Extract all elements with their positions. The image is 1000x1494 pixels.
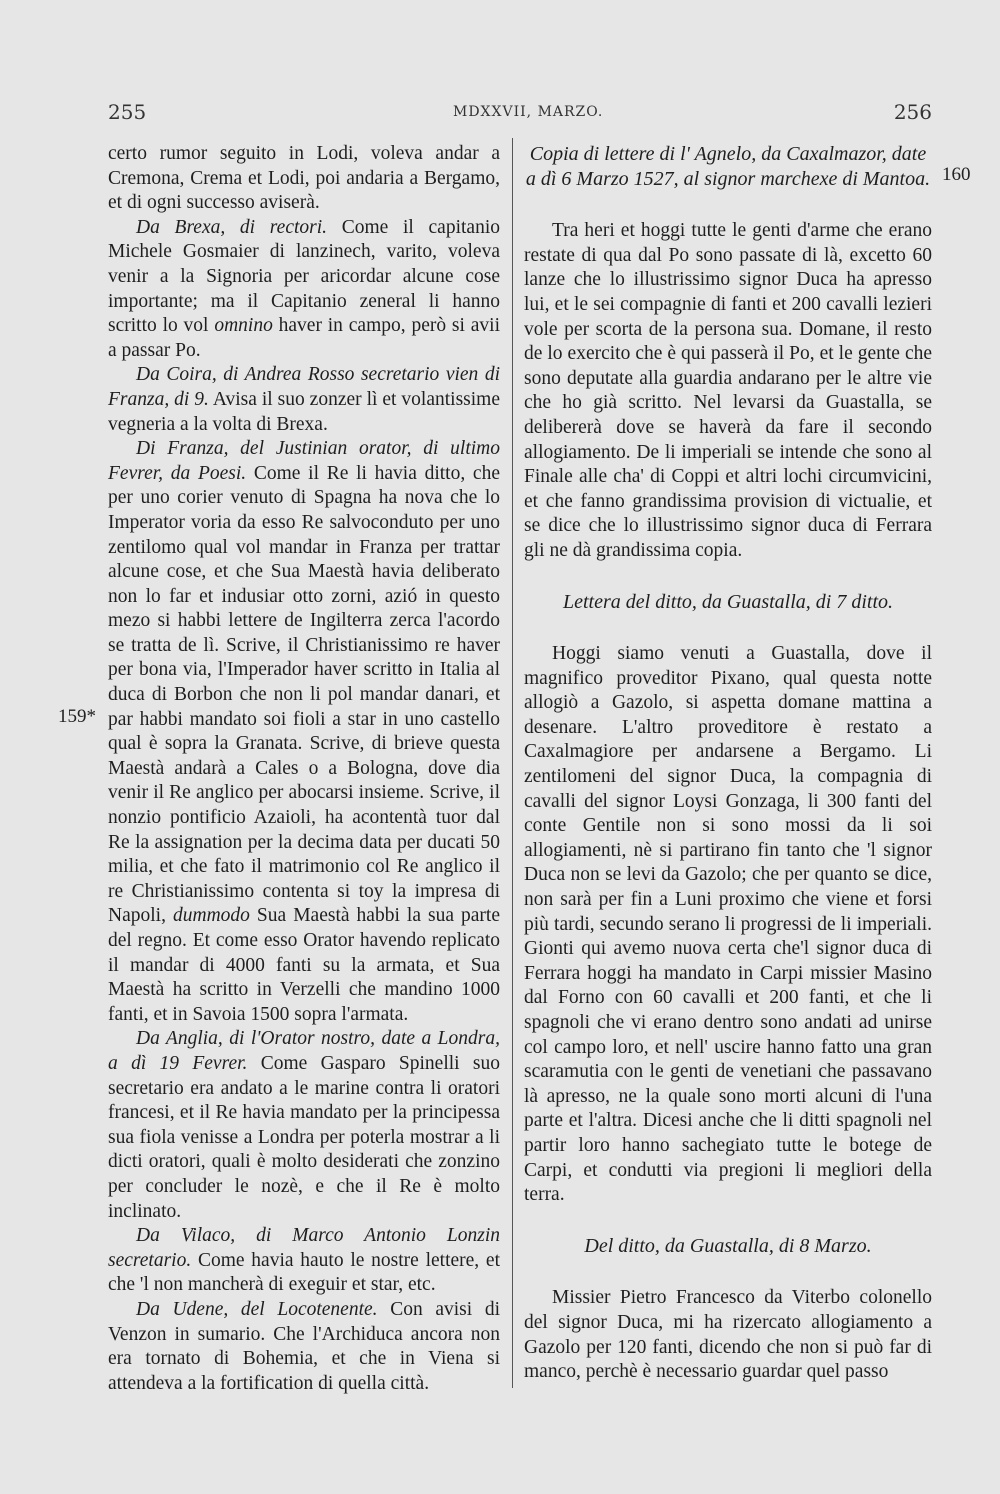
right-column-heading: Del ditto, da Guastalla, di 8 Marzo. (584, 1234, 872, 1257)
right-column-paragraph: Missier Pietro Francesco da Viterbo colonello del signor Duca, mi ha rizercato allogiamento a Gazolo per 120 fanti, dicendo che non si può far di manco, perchè è necessario guardar quel passo (524, 1287, 932, 1383)
left-column-paragraph: Di Franza, del Justinian orator, di ultimo Fevrer, da Poesi. Come il Re li havia ditto, che per uno corier venuto di Spagna ha nova che lo Imperator voria da esso Re salvoconduto per uno zentilomo qual vol mandar in Franza per trattar alcune cose, et che Sua Maestà havia deliberato non lo far et indusiar otto zorni, azió in questo mezo si habbi lettere de Ingilterra zerca l'acordo se tratta de lì. Scrive, il Christianissimo re haver per bona via, l'Imperador haver scritto in Italia al duca di Borbon che non li pol mandar danari, et par habbi mandato soi fioli a star in uno castello qual è sopra la Granata. Scrive, di brieve questa Maestà andarà a Cales o a Bologna, dove dia venir il Re anglico per abocarsi insieme. Scrive, il nonzio pontificio Azaioli, ha acontentà tuor dal Re la assignation per la decima data per ducati 50 milia, et che fato il matrimonio col Re anglico il re Christianissimo contenta si toy la impresa di Napoli, dummodo Sua Maestà habbi la sua parte del regno. Et come esso Orator havendo replicato il mandar di 4000 fanti su la armata, et Sua Maestà ha scritto in Verzelli che mandino 1000 fanti, et in Savoia 1500 sopra l'armata. (108, 438, 501, 1025)
left-column-paragraph: Da Coira, di Andrea Rosso secretario vien di Franza, di 9. Avisa il suo zonzer lì et volantissime vegneria a la volta di Brexa. (108, 364, 500, 435)
margin-number-left: 159* (58, 706, 96, 727)
left-column-paragraph: certo rumor seguito in Lodi, voleva andar a Cremona, Crema et Lodi, poi andaria a Bergamo, et di ogni successo aviserà. (108, 143, 500, 214)
left-column-paragraph: Da Anglia, di l'Orator nostro, date a Londra, a dì 19 Fevrer. Come Gasparo Spinelli suo secretario era andato a le marine contra li oratori francesi, et il Re havia mandato per la principessa sua fiola venisse a Londra per poterla mostrar a li dicti oratori, quali è molto desiderati che zonzino per concluder le nozè, e che il Re è molto inclinato. (108, 1028, 500, 1222)
right-column-heading: Copia di lettere di l' Agnelo, da Caxalmazor, date a dì 6 Marzo 1527, al signor marchexe di Mantoa. (525, 143, 931, 190)
right-column-paragraph: Tra heri et hoggi tutte le genti d'arme che erano restate di qua dal Po sono passate di là, excetto 60 lanze che lo illustrissimo signor Duca ha apresso lui, et le sei compagnie di fanti et 200 cavalli lezieri vole per scorta de la persona sua. Domane, il resto de lo exercito che è qui passerà il Po, et le gente che sono deputate alla guardia andarano per le altre vie che ho già scritto. Nel levarsi da Guastalla, se delibererà dove se haverà da fare il secondo allogiamento. De li imperiali se intende che sono al Finale alle cha' di Coppi et altri lochi circumvicini, et che fanno grandissima provision di victualie, et se dice che lo illustrissimo signor duca di Ferrara gli ne dà grandissima copia. (524, 220, 932, 561)
right-column-paragraph: Hoggi siamo venuti a Guastalla, dove il magnifico proveditor Pixano, qual questa notte allogiò a Gazolo, si aspetta domane mattina a desenare. L'altro proveditore è restato a Caxalmagiore per andarsene a Bergamo. Li zentilomeni del signor Duca, la compagnia di cavalli del signor Loysi Gonzaga, li 300 fanti del conte Gentile non si sono mossi da li soi allogiamenti, nè si partirano fin tanto che 'l signor Duca non se levi da Gazolo; che per quanto se dice, non sarà per fin a Luni proximo che viene et forsi più tardi, secundo serano li progressi de li imperiali. Gionti qui avemo nuova certa che'l signor duca di Ferrara hoggi ha mandato in Carpi missier Masino dal Forno con 60 cavalli et 200 fanti, et che li spagnoli che vi erano dentro sono andati ad unirse col campo loro, et nell' uscire hanno fatto una gran scaramutia con le genti de venetiani che passavano là apresso, ne la quale sono morti alcuni di l'una parte et l'altra. Dicesi anche che li ditti spagnoli nel partir loro hanno sachegiato tutte le botege de Carpi, et condutti via pregioni li megliori della terra. (524, 643, 932, 1206)
column-divider (512, 138, 513, 1388)
left-column-paragraph: Da Vilaco, di Marco Antonio Lonzin secretario. Come havia hauto le nostre lettere, et che 'l non mancherà di exeguir et star, etc. (108, 1225, 500, 1296)
margin-number-right: 160 (942, 164, 971, 185)
page-number-right: 256 (893, 100, 932, 124)
left-column (108, 142, 500, 1396)
page-header (108, 100, 938, 128)
running-title: MDXXVII, MARZO. (453, 104, 604, 120)
page-number-left: 255 (108, 100, 147, 124)
left-column-paragraph: Da Brexa, di rectori. Come il capitanio Michele Gosmaier di lanzinech, varito, voleva venir a la Signoria per aricordar alcune cose importante; ma il Capitanio zeneral li hanno scritto lo vol omnino haver in campo, però si avii a passar Po. (108, 216, 500, 361)
right-column (524, 142, 932, 1385)
left-column-paragraph: Da Udene, del Locotenente. Con avisi di Venzon in sumario. Che l'Archiduca ancora non era tornato di Bohemia, et che in Viena si attendeva a la fortification di quella città. (108, 1298, 500, 1394)
right-column-heading: Lettera del ditto, da Guastalla, di 7 ditto. (563, 590, 893, 613)
